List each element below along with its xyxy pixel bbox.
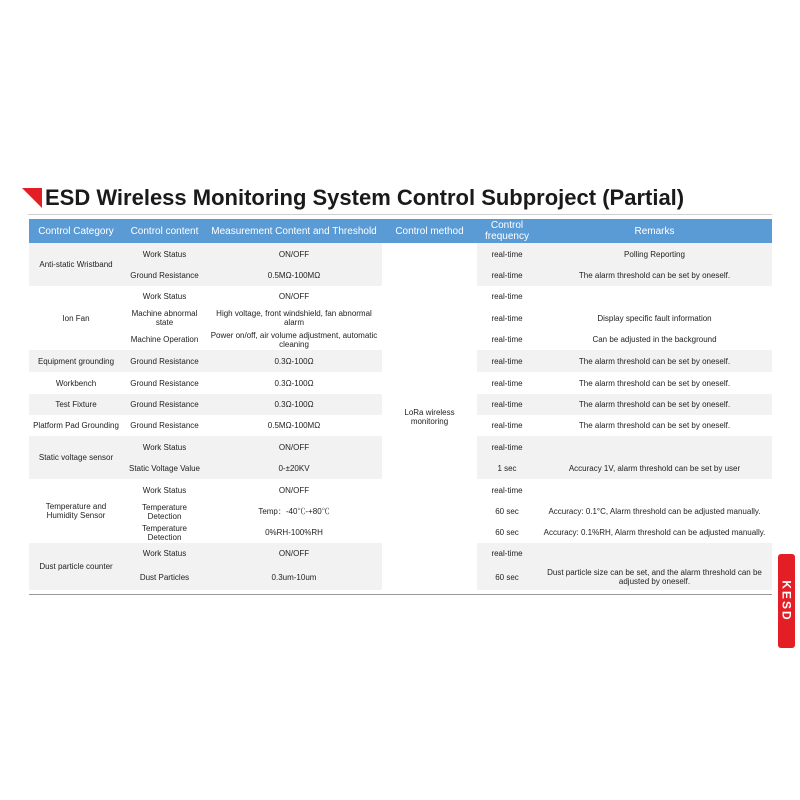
- category-cell: Equipment grounding: [29, 350, 123, 372]
- category-cell: Anti-static Wristband: [29, 243, 123, 286]
- red-triangle-icon: [22, 188, 42, 208]
- measure-cell: 0%RH-100%RH: [206, 522, 382, 543]
- brand-logo: [778, 554, 795, 648]
- measure-cell: ON/OFF: [206, 543, 382, 564]
- frequency-cell: real-time: [477, 479, 537, 501]
- remarks-cell: Dust particle size can be set, and the alarm threshold can be adjusted by oneself.: [537, 564, 772, 590]
- content-cell: Work Status: [123, 243, 206, 265]
- content-cell: Ground Resistance: [123, 350, 206, 372]
- remarks-cell: Can be adjusted in the background: [537, 329, 772, 350]
- header-category: Control Category: [29, 219, 123, 243]
- remarks-cell: The alarm threshold can be set by oneself.: [537, 265, 772, 286]
- remarks-cell: [537, 479, 772, 501]
- remarks-cell: [537, 286, 772, 307]
- measure-cell: 0.3Ω-100Ω: [206, 372, 382, 394]
- content-cell: Machine abnormal state: [123, 307, 206, 329]
- category-cell: Temperature and Humidity Sensor: [29, 479, 123, 543]
- category-cell: Static voltage sensor: [29, 436, 123, 479]
- header-method: Control method: [382, 219, 477, 243]
- frequency-cell: real-time: [477, 436, 537, 458]
- content-cell: Ground Resistance: [123, 265, 206, 286]
- remarks-cell: Accuracy 1V, alarm threshold can be set by user: [537, 458, 772, 479]
- control-table: [29, 219, 772, 590]
- table-row: [29, 243, 772, 265]
- title-bar: [22, 182, 684, 214]
- header-frequency: Control frequency: [477, 219, 537, 243]
- measure-cell: 0.3Ω-100Ω: [206, 350, 382, 372]
- category-cell: Platform Pad Grounding: [29, 415, 123, 436]
- logo-text: KESD: [779, 580, 794, 622]
- category-cell: Workbench: [29, 372, 123, 394]
- content-cell: Temperature Detection: [123, 522, 206, 543]
- frequency-cell: real-time: [477, 243, 537, 265]
- frequency-cell: real-time: [477, 415, 537, 436]
- content-cell: Machine Operation: [123, 329, 206, 350]
- table-header-row: [29, 219, 772, 243]
- measure-cell: ON/OFF: [206, 243, 382, 265]
- frequency-cell: 60 sec: [477, 522, 537, 543]
- measure-cell: High voltage, front windshield, fan abnormal alarm: [206, 307, 382, 329]
- frequency-cell: real-time: [477, 329, 537, 350]
- content-cell: Temperature Detection: [123, 501, 206, 522]
- remarks-cell: Polling Reporting: [537, 243, 772, 265]
- frequency-cell: 60 sec: [477, 564, 537, 590]
- remarks-cell: The alarm threshold can be set by oneself.: [537, 394, 772, 415]
- category-cell: Ion Fan: [29, 286, 123, 350]
- frequency-cell: real-time: [477, 307, 537, 329]
- remarks-cell: The alarm threshold can be set by oneself.: [537, 350, 772, 372]
- remarks-cell: Display specific fault information: [537, 307, 772, 329]
- measure-cell: 0.5MΩ-100MΩ: [206, 265, 382, 286]
- remarks-cell: The alarm threshold can be set by oneself.: [537, 415, 772, 436]
- measure-cell: 0.3um-10um: [206, 564, 382, 590]
- frequency-cell: 60 sec: [477, 501, 537, 522]
- category-cell: Test Fixture: [29, 394, 123, 415]
- content-cell: Dust Particles: [123, 564, 206, 590]
- measure-cell: Power on/off, air volume adjustment, automatic cleaning: [206, 329, 382, 350]
- content-cell: Work Status: [123, 286, 206, 307]
- content-cell: Ground Resistance: [123, 394, 206, 415]
- frequency-cell: real-time: [477, 286, 537, 307]
- frequency-cell: real-time: [477, 265, 537, 286]
- measure-cell: ON/OFF: [206, 436, 382, 458]
- measure-cell: 0.3Ω-100Ω: [206, 394, 382, 415]
- header-remarks: Remarks: [537, 219, 772, 243]
- measure-cell: Temp：-40℃-+80℃: [206, 501, 382, 522]
- frequency-cell: real-time: [477, 394, 537, 415]
- content-cell: Work Status: [123, 436, 206, 458]
- table-bottom-rule: [29, 594, 772, 595]
- measure-cell: ON/OFF: [206, 479, 382, 501]
- method-cell: LoRa wireless monitoring: [382, 243, 477, 590]
- remarks-cell: [537, 436, 772, 458]
- measure-cell: 0-±20KV: [206, 458, 382, 479]
- frequency-cell: real-time: [477, 350, 537, 372]
- page-title: ESD Wireless Monitoring System Control Subproject (Partial): [45, 185, 685, 210]
- content-cell: Ground Resistance: [123, 415, 206, 436]
- frequency-cell: real-time: [477, 543, 537, 564]
- category-cell: Dust particle counter: [29, 543, 123, 590]
- content-cell: Static Voltage Value: [123, 458, 206, 479]
- remarks-cell: Accuracy: 0.1°C, Alarm threshold can be adjusted manually.: [537, 501, 772, 522]
- title-divider: [28, 214, 772, 215]
- measure-cell: ON/OFF: [206, 286, 382, 307]
- frequency-cell: real-time: [477, 372, 537, 394]
- content-cell: Ground Resistance: [123, 372, 206, 394]
- frequency-cell: 1 sec: [477, 458, 537, 479]
- content-cell: Work Status: [123, 543, 206, 564]
- content-cell: Work Status: [123, 479, 206, 501]
- header-content: Control content: [123, 219, 206, 243]
- measure-cell: 0.5MΩ-100MΩ: [206, 415, 382, 436]
- remarks-cell: Accuracy: 0.1%RH, Alarm threshold can be adjusted manually.: [537, 522, 772, 543]
- remarks-cell: [537, 543, 772, 564]
- remarks-cell: The alarm threshold can be set by oneself.: [537, 372, 772, 394]
- header-measure: Measurement Content and Threshold: [206, 219, 382, 243]
